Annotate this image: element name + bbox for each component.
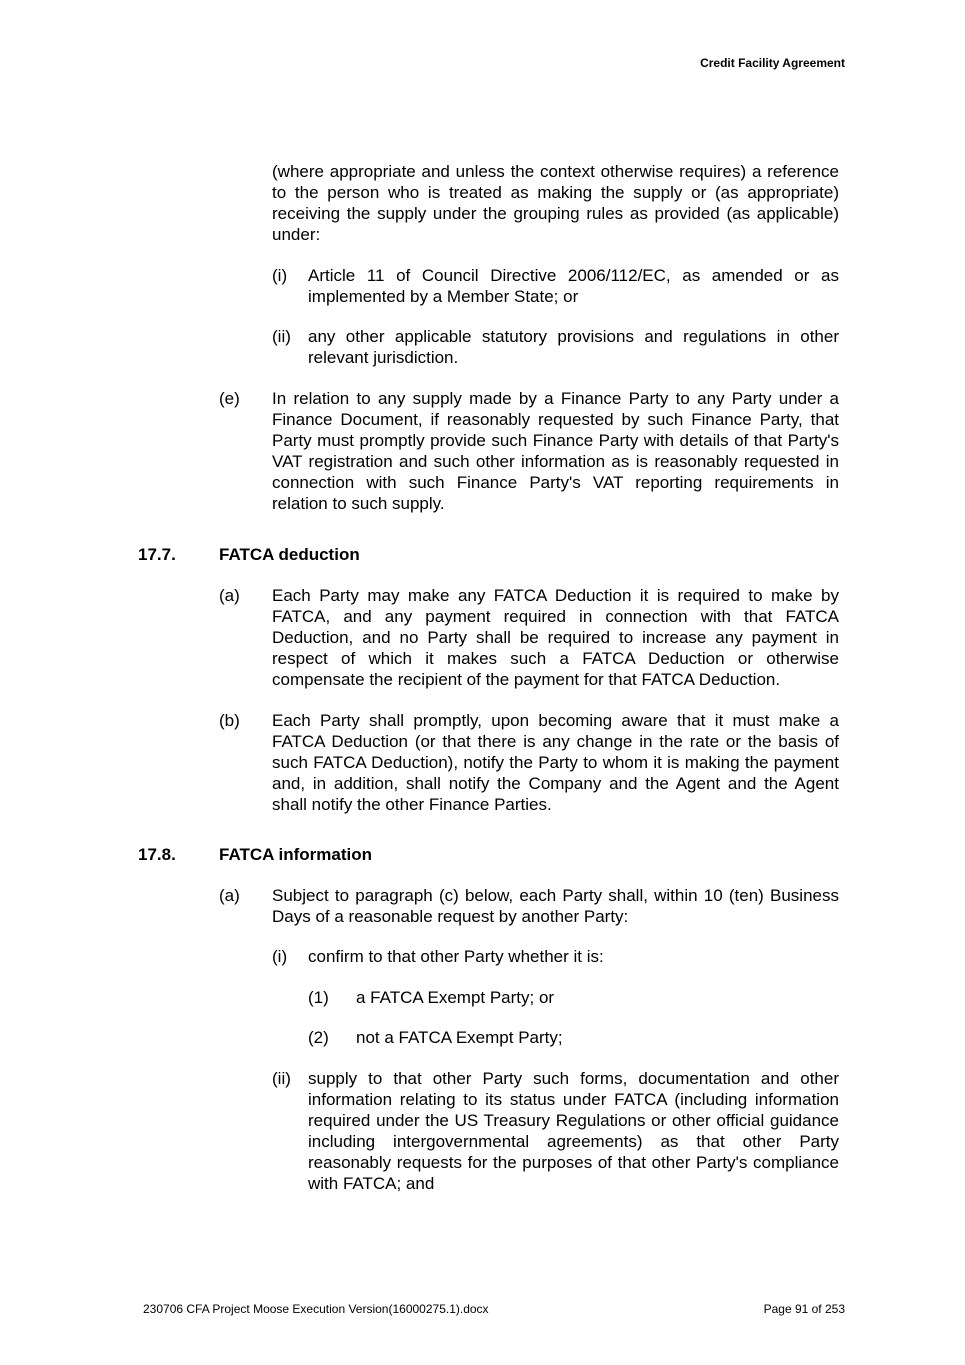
clause-text: Each Party shall promptly, upon becoming aware that it must make a FATCA Deduction (or that there is any change in the rate or the basis of such FATCA Deduction), notify the Party to whom it is making the payment and, in addition, shall notify the Company and the Agent and the Agent shall notify the other Finance Parties. — [272, 711, 839, 814]
footer-page-number: Page 91 of 253 — [763, 1302, 845, 1316]
list-item-text: not a FATCA Exempt Party; — [356, 1028, 563, 1047]
list-item-label: (1) — [308, 988, 329, 1007]
section-title: FATCA deduction — [219, 545, 360, 564]
subclause-label: (ii) — [272, 1069, 291, 1088]
subclause-text: supply to that other Party such forms, documentation and other information relating to its status under FATCA (including information required under the US Treasury Regulations or other official guidance including intergovernmental agreements) as that other Party reasonably requests for the purposes of that other Party's compliance with FATCA; and — [308, 1069, 839, 1193]
clause-label: (a) — [219, 886, 240, 905]
intro-paragraph: (where appropriate and unless the context otherwise requires) a reference to the person who is treated as making the supply or (as appropriate) receiving the supply under the grouping rules as provided (as applicable) under: — [272, 162, 839, 244]
list-item-text: a FATCA Exempt Party; or — [356, 988, 555, 1007]
subclause-text: confirm to that other Party whether it is: — [308, 947, 604, 966]
clause-label: (a) — [219, 586, 240, 605]
footer-filename: 230706 CFA Project Moose Execution Version(16000275.1).docx — [143, 1302, 489, 1316]
section-title: FATCA information — [219, 845, 372, 864]
clause-text: Each Party may make any FATCA Deduction it is required to make by FATCA, and any payment required in connection with that FATCA Deduction, and no Party shall be required to increase any payment in respect of which it makes such a FATCA Deduction or otherwise compensate the recipient of the payment for that FATCA Deduction. — [272, 586, 839, 689]
clause-label: (b) — [219, 711, 240, 730]
section-number: 17.8. — [138, 845, 176, 864]
intro-item-text: Article 11 of Council Directive 2006/112/EC, as amended or as implemented by a Member State; or — [308, 266, 839, 306]
clause-text: Subject to paragraph (c) below, each Party shall, within 10 (ten) Business Days of a reasonable request by another Party: — [272, 886, 839, 926]
intro-item-label: (i) — [272, 266, 288, 285]
intro-item-text: any other applicable statutory provisions and regulations in other relevant jurisdiction. — [308, 327, 839, 367]
list-item-label: (2) — [308, 1028, 329, 1047]
subclause-label: (i) — [272, 947, 288, 966]
para-e-text: In relation to any supply made by a Finance Party to any Party under a Finance Document, if reasonably requested by such Finance Party, that Party must promptly provide such Finance Party with details of that Party's VAT registration and such other information as is reasonably requested in connection with such Finance Party's VAT reporting requirements in relation to such supply. — [272, 389, 839, 513]
intro-item-label: (ii) — [272, 327, 291, 346]
section-number: 17.7. — [138, 545, 176, 564]
running-header: Credit Facility Agreement — [700, 56, 845, 70]
para-e-label: (e) — [219, 389, 240, 408]
